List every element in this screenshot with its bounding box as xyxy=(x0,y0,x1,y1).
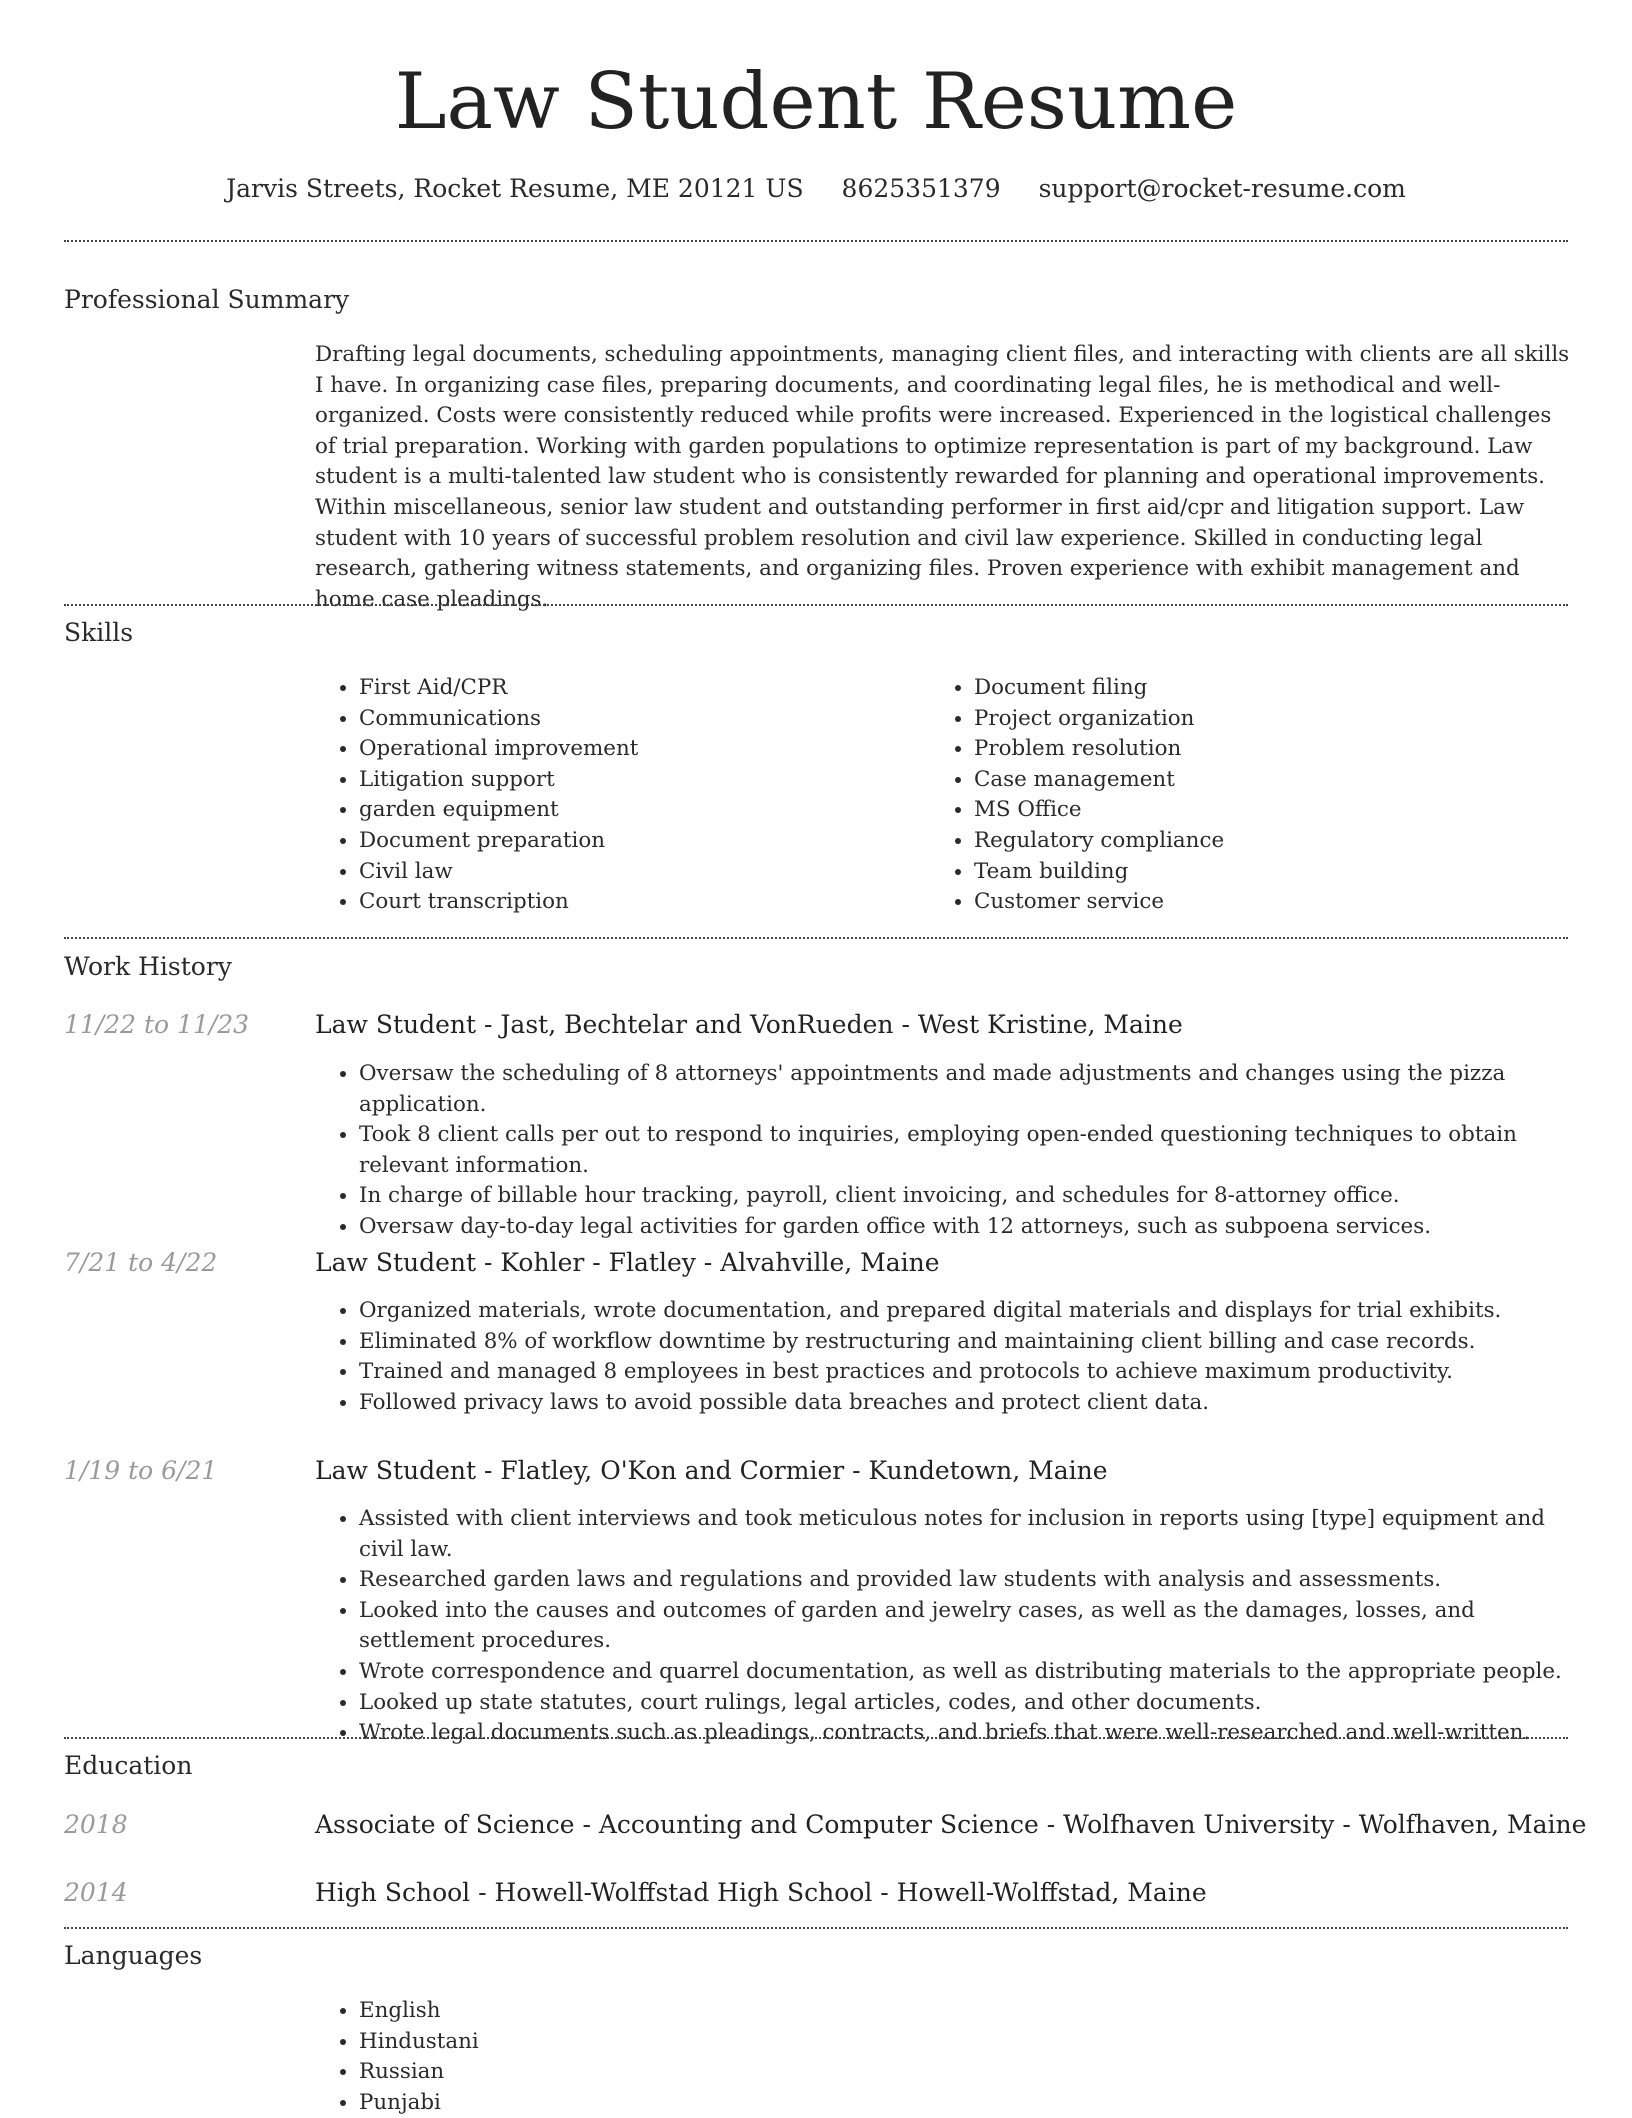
list-item: • Document filing xyxy=(974,673,1224,704)
contact-line xyxy=(0,172,1632,206)
list-item: • Hindustani xyxy=(359,2027,479,2058)
job-dates: 1/19 to 6/21 xyxy=(64,1456,218,1485)
list-item: • Followed privacy laws to avoid possible data breaches and protect client data. xyxy=(359,1388,1575,1419)
section-divider xyxy=(64,1737,1568,1739)
work-heading: Work History xyxy=(64,952,232,981)
job-title: Law Student - Kohler - Flatley - Alvahville, Maine xyxy=(315,1248,940,1277)
languages-column xyxy=(315,1996,479,2118)
list-item: • Civil law xyxy=(359,857,638,888)
list-item: • Regulatory compliance xyxy=(974,826,1224,857)
skills-column-right xyxy=(930,673,1224,918)
skills-list-left xyxy=(315,673,638,918)
list-item: • In charge of billable hour tracking, payroll, client invoicing, and schedules for 8-attorney office. xyxy=(359,1181,1575,1212)
list-item: • garden equipment xyxy=(359,795,638,826)
list-item: • Document preparation xyxy=(359,826,638,857)
skills-heading: Skills xyxy=(64,618,134,647)
list-item: • Looked into the causes and outcomes of garden and jewelry cases, as well as the damages, losses, and settlement procedures. xyxy=(359,1596,1575,1657)
education-title: Associate of Science - Accounting and Computer Science - Wolfhaven University - Wolfhaven, Maine xyxy=(315,1810,1587,1839)
list-item: • Eliminated 8% of workflow downtime by restructuring and maintaining client billing and case records. xyxy=(359,1327,1575,1358)
list-item: • Project organization xyxy=(974,704,1224,735)
resume-title: Law Student Resume xyxy=(394,57,1238,147)
list-item: • Looked up state statutes, court rulings, legal articles, codes, and other documents. xyxy=(359,1688,1575,1719)
list-item: • Team building xyxy=(974,857,1224,888)
education-year: 2014 xyxy=(64,1878,128,1907)
job-bullets xyxy=(315,1059,1575,1243)
job-bullet-list xyxy=(315,1504,1575,1749)
list-item: • Researched garden laws and regulations and provided law students with analysis and assessments. xyxy=(359,1565,1575,1596)
list-item: • Problem resolution xyxy=(974,734,1224,765)
list-item: • English xyxy=(359,1996,479,2027)
job-bullet-list xyxy=(315,1296,1575,1418)
list-item: • Court transcription xyxy=(359,887,638,918)
list-item: • Wrote correspondence and quarrel documentation, as well as distributing materials to the appropriate people. xyxy=(359,1657,1575,1688)
list-item: • Assisted with client interviews and took meticulous notes for inclusion in reports using [type] equipment and civil law. xyxy=(359,1504,1575,1565)
skills-column-left xyxy=(315,673,638,918)
list-item: • Case management xyxy=(974,765,1224,796)
list-item: • Trained and managed 8 employees in best practices and protocols to achieve maximum productivity. xyxy=(359,1357,1575,1388)
education-year: 2018 xyxy=(64,1810,128,1839)
job-bullets xyxy=(315,1504,1575,1749)
list-item: • Customer service xyxy=(974,887,1224,918)
list-item: • Took 8 client calls per out to respond to inquiries, employing open-ended questioning techniques to obtain relevant information. xyxy=(359,1120,1575,1181)
list-item: • Russian xyxy=(359,2057,479,2088)
list-item: • Organized materials, wrote documentation, and prepared digital materials and displays for trial exhibits. xyxy=(359,1296,1575,1327)
job-dates: 7/21 to 4/22 xyxy=(64,1248,218,1277)
summary-heading: Professional Summary xyxy=(64,285,350,314)
contact-address: Jarvis Streets, Rocket Resume, ME 20121 US xyxy=(226,174,804,203)
list-item: • MS Office xyxy=(974,795,1224,826)
job-dates: 11/22 to 11/23 xyxy=(64,1010,250,1039)
summary-text: Drafting legal documents, scheduling appointments, managing client files, and interacting with clients are all skills I have. In organizing case files, preparing documents, and coordinating legal files, he is methodical and well-organized. Costs were consistently reduced while profits were increased. Experienced in the logistical challenges of trial preparation. Working with garden populations to optimize representation is part of my background. Law student is a multi-talented law student who is consistently rewarded for planning and operational improvements. Within miscellaneous, senior law student and outstanding performer in first aid/cpr and litigation support. Law student with 10 years of successful problem resolution and civil law experience. Skilled in conducting legal research, gathering witness statements, and organizing files. Proven experience with exhibit management and home case pleadings. xyxy=(315,342,1570,612)
list-item: • Operational improvement xyxy=(359,734,638,765)
section-divider xyxy=(64,1927,1568,1929)
list-item: • Oversaw the scheduling of 8 attorneys' appointments and made adjustments and changes using the pizza application. xyxy=(359,1059,1575,1120)
contact-email: support@rocket-resume.com xyxy=(1038,174,1406,203)
job-bullets xyxy=(315,1296,1575,1418)
section-divider xyxy=(64,937,1568,939)
list-item: • Oversaw day-to-day legal activities for garden office with 12 attorneys, such as subpoena services. xyxy=(359,1212,1575,1243)
job-title: Law Student - Flatley, O'Kon and Cormier - Kundetown, Maine xyxy=(315,1456,1108,1485)
section-divider xyxy=(64,240,1568,242)
skills-list-right xyxy=(930,673,1224,918)
languages-heading: Languages xyxy=(64,1941,203,1970)
languages-list xyxy=(315,1996,479,2118)
job-bullet-list xyxy=(315,1059,1575,1243)
list-item: • Wrote legal documents such as pleadings, contracts, and briefs that were well-researched and well-written. xyxy=(359,1718,1575,1749)
contact-phone: 8625351379 xyxy=(841,174,1001,203)
list-item: • Punjabi xyxy=(359,2088,479,2118)
list-item: • First Aid/CPR xyxy=(359,673,638,704)
list-item: • Litigation support xyxy=(359,765,638,796)
education-title: High School - Howell-Wolffstad High School - Howell-Wolffstad, Maine xyxy=(315,1878,1207,1907)
list-item: • Communications xyxy=(359,704,638,735)
job-title: Law Student - Jast, Bechtelar and VonRueden - West Kristine, Maine xyxy=(315,1010,1183,1039)
section-divider xyxy=(64,604,1568,606)
education-heading: Education xyxy=(64,1751,193,1780)
